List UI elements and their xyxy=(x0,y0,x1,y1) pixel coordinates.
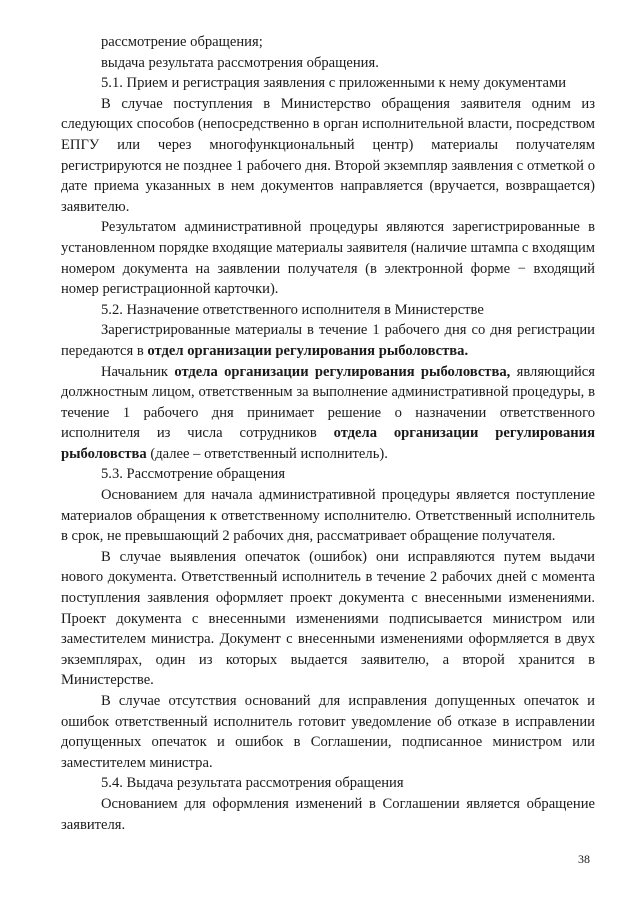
bold-text-run: отдел организации регулирования рыболовства. xyxy=(147,342,469,359)
text-run: (далее – ответственный исполнитель). xyxy=(146,445,388,462)
paragraph: В случае выявления опечаток (ошибок) они исправляются путем выдачи нового документа. Ответственный исполнитель в течение 2 рабочих дней с момента поступления заявления оформляет проект документа с внесенными изменениями. Проект документа с внесенными изменениями подписывается министром или заместителем министра. Документ с внесенными изменениями оформляется в двух экземплярах, один из которых выдается заявителю, а второй хранится в Министерстве. xyxy=(61,548,595,689)
bold-text-run: отдела организации регулирования рыболовства xyxy=(61,425,595,462)
section-heading-5-3: 5.3. Рассмотрение обращения xyxy=(101,466,286,483)
paragraph: В случае поступления в Министерство обращения заявителя одним из следующих способов (непосредственно в орган исполнительной власти, посредством ЕПГУ или через многофункциональный центр) материалы получателям регистрируются не позднее 1 рабочего дня. Второй экземпляр заявления с отметкой о дате приема указанных в нем документов направляется (вручается, возвращается) заявителю. xyxy=(61,95,595,215)
section-heading-5-4: 5.4. Выдача результата рассмотрения обращения xyxy=(101,775,404,792)
text-run: Зарегистрированные материалы в течение 1 рабочего дня со дня регистрации передаются в xyxy=(61,322,595,359)
paragraph: В случае отсутствия оснований для исправления допущенных опечаток и ошибок ответственный исполнитель готовит уведомление об отказе в исправлении допущенных опечаток и ошибок в Соглашении, подписанное министром или заместителем министра. xyxy=(61,693,595,771)
paragraph: рассмотрение обращения; xyxy=(101,34,263,50)
paragraph: Основанием для оформления изменений в Соглашении является обращение заявителя. xyxy=(61,795,595,833)
paragraph: Результатом административной процедуры являются зарегистрированные в установленном порядке входящие материалы заявителя (наличие штампа с входящим номером документа на заявлении получателя (в электронной форме − входящий номер регистрационной карточки). xyxy=(61,219,595,298)
paragraph: выдача результата рассмотрения обращения. xyxy=(101,54,379,71)
bold-text-run: отдела организации регулирования рыболовства, xyxy=(174,363,511,380)
document-page xyxy=(61,32,595,835)
section-heading-5-2: 5.2. Назначение ответственного исполнителя в Министерстве xyxy=(101,301,484,318)
text-run: Начальник xyxy=(101,363,175,380)
paragraph: Основанием для начала административной процедуры является поступление материалов обращения к ответственному исполнителю. Ответственный исполнитель в срок, не превышающий 2 рабочих дня, рассматривает обращение получателя. xyxy=(61,487,595,545)
paragraph xyxy=(61,362,595,465)
paragraph xyxy=(61,320,595,361)
text-run: являющийся должностным лицом, ответственным за выполнение административной процедуры, в течение 1 рабочего дня принимает решение о назначении ответственного исполнителя из числа сотрудников xyxy=(61,363,595,442)
section-heading-5-1: 5.1. Прием и регистрация заявления с приложенными к нему документами xyxy=(101,75,567,92)
page-number: 38 xyxy=(578,852,590,866)
